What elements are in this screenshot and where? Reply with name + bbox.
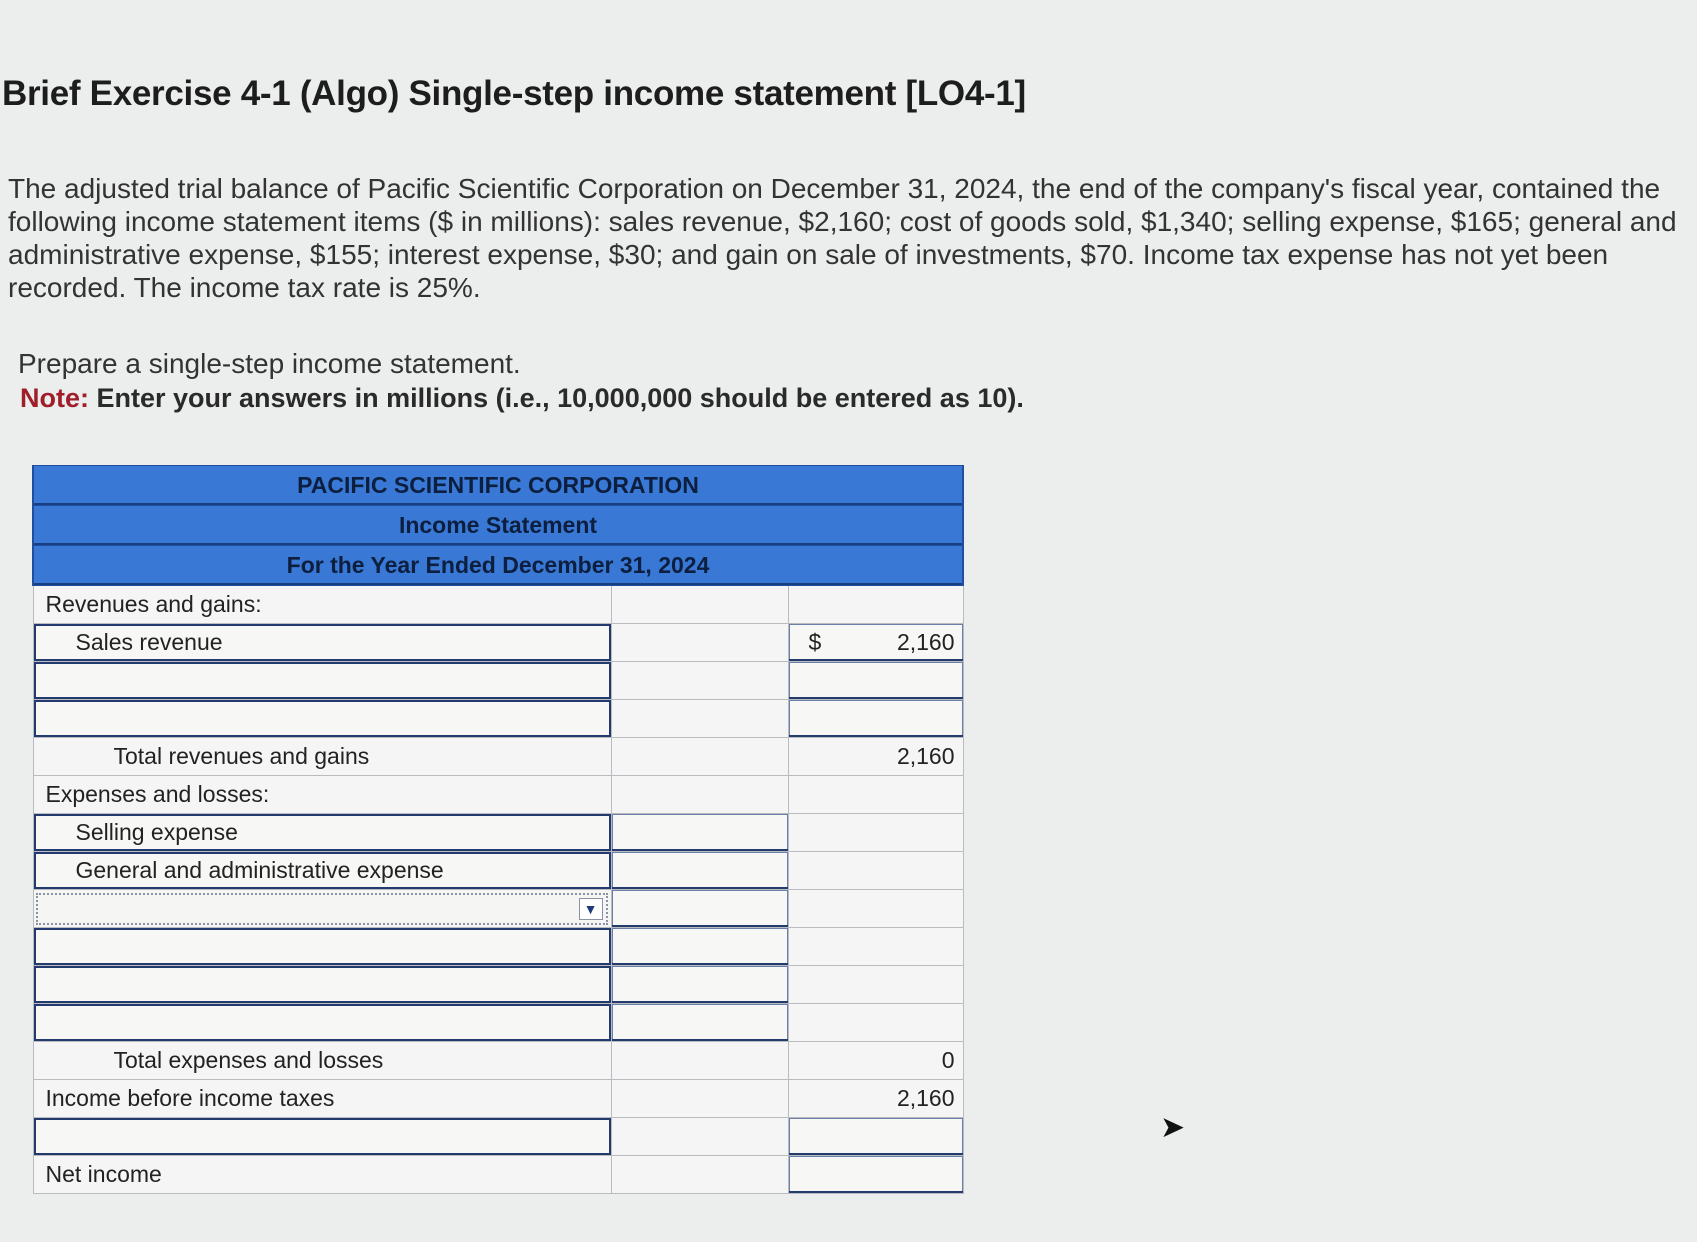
expense-amount-input-4[interactable] — [611, 928, 788, 966]
chevron-down-icon[interactable]: ▼ — [579, 898, 603, 920]
empty-cell — [611, 1080, 788, 1118]
income-before-taxes-value: 2,160 — [788, 1080, 963, 1118]
table-row — [33, 1080, 963, 1118]
revenue-amount-input-2[interactable] — [788, 662, 963, 700]
exercise-title: Brief Exercise 4-1 (Algo) Single-step income statement [LO4-1] — [2, 74, 1026, 113]
ga-expense-amount-input[interactable] — [611, 852, 788, 890]
table-row — [33, 738, 963, 776]
ga-expense-account-field[interactable]: General and administrative expense — [33, 852, 611, 890]
sales-revenue-account-field[interactable]: Sales revenue — [33, 624, 611, 662]
mouse-pointer-icon: ➤ — [1160, 1111, 1186, 1144]
revenue-amount-input-3[interactable] — [788, 700, 963, 738]
instruction-text: Prepare a single-step income statement. — [18, 348, 521, 379]
table-row — [33, 700, 963, 738]
revenue-account-field-3[interactable] — [33, 700, 611, 738]
dollar-sign: $ — [808, 629, 822, 655]
selling-expense-amount-input[interactable] — [611, 814, 788, 852]
empty-cell — [788, 966, 963, 1004]
empty-cell — [788, 928, 963, 966]
empty-cell — [788, 1004, 963, 1042]
revenues-gains-label: Revenues and gains: — [33, 586, 611, 624]
empty-cell — [611, 624, 788, 662]
empty-cell — [611, 776, 788, 814]
expense-account-field-6[interactable] — [33, 1004, 611, 1042]
net-income-amount-input[interactable] — [788, 1156, 963, 1194]
table-row — [33, 776, 963, 814]
empty-cell — [788, 814, 963, 852]
table-row — [33, 1042, 963, 1080]
total-expenses-value: 0 — [788, 1042, 963, 1080]
empty-cell — [788, 776, 963, 814]
income-statement-table — [32, 465, 964, 1194]
problem-text: The adjusted trial balance of Pacific Scientific Corporation on December 31, 2024, the end of the company's fiscal year, contained the following income statement items ($ in millions): sales revenue, $2,160; cost of goods sold, $1,340; selling expense, $165; general and administrative expense, $155; interest expense, $30; and gain on sale of investments, $70. Income tax expense has not yet been recorded. The income tax rate is 25%. — [8, 173, 1677, 303]
empty-cell — [611, 1118, 788, 1156]
expense-amount-input-5[interactable] — [611, 966, 788, 1004]
company-name: PACIFIC SCIENTIFIC CORPORATION — [33, 466, 963, 506]
expenses-losses-label: Expenses and losses: — [33, 776, 611, 814]
statement-name: Income Statement — [33, 506, 963, 546]
empty-cell — [788, 586, 963, 624]
expense-account-field-4[interactable] — [33, 928, 611, 966]
statement-period: For the Year Ended December 31, 2024 — [33, 546, 963, 586]
tax-account-field[interactable] — [33, 1118, 611, 1156]
table-row — [33, 624, 963, 662]
empty-cell — [788, 852, 963, 890]
empty-cell — [611, 1042, 788, 1080]
total-expenses-label: Total expenses and losses — [33, 1042, 611, 1080]
table-row — [33, 890, 963, 928]
empty-cell — [611, 1156, 788, 1194]
note-text — [20, 383, 1024, 414]
expense-amount-input-3[interactable] — [611, 890, 788, 928]
note-label: Note: — [20, 383, 89, 413]
table-row — [33, 966, 963, 1004]
table-row — [33, 1118, 963, 1156]
net-income-label: Net income — [33, 1156, 611, 1194]
tax-amount-input[interactable] — [788, 1118, 963, 1156]
selling-expense-account-field[interactable]: Selling expense — [33, 814, 611, 852]
table-row — [33, 928, 963, 966]
sales-revenue-amount-input[interactable] — [788, 624, 963, 662]
expense-account-field-5[interactable] — [33, 966, 611, 1004]
table-row — [33, 852, 963, 890]
empty-cell — [611, 586, 788, 624]
table-row — [33, 662, 963, 700]
revenue-account-field-2[interactable] — [33, 662, 611, 700]
expense-amount-input-6[interactable] — [611, 1004, 788, 1042]
total-revenues-value: 2,160 — [788, 738, 963, 776]
sales-revenue-amount: 2,160 — [896, 629, 955, 655]
income-before-taxes-label: Income before income taxes — [33, 1080, 611, 1118]
empty-cell — [611, 738, 788, 776]
table-row — [33, 586, 963, 624]
empty-cell — [611, 700, 788, 738]
empty-cell — [611, 662, 788, 700]
table-row — [33, 814, 963, 852]
empty-cell — [788, 890, 963, 928]
table-row — [33, 1156, 963, 1194]
total-revenues-label: Total revenues and gains — [33, 738, 611, 776]
table-row — [33, 1004, 963, 1042]
expense-account-dropdown[interactable] — [33, 890, 611, 928]
note-body: Enter your answers in millions (i.e., 10,000,000 should be entered as 10). — [96, 383, 1024, 413]
